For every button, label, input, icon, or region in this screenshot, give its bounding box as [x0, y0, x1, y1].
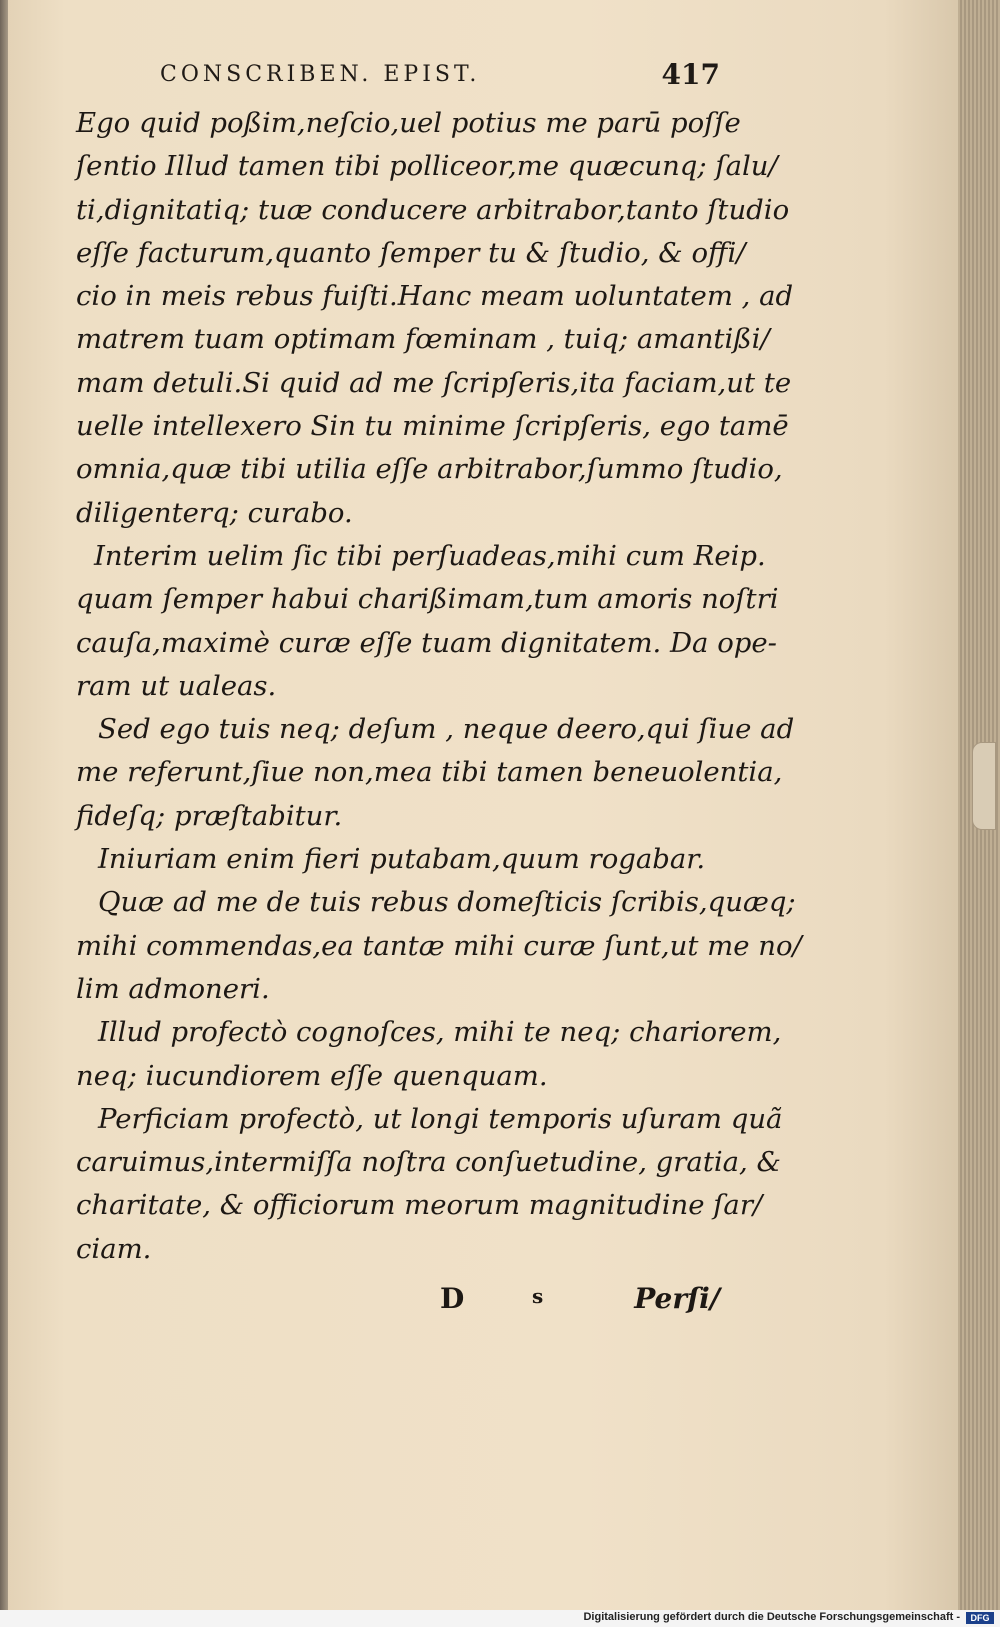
dfg-logo: DFG [966, 1612, 994, 1624]
text-line: me referunt,ſiue non,mea tibi tamen beneuolentia, [76, 756, 783, 789]
text-line: ram ut ualeas. [76, 669, 277, 702]
text-line: mihi commendas,ea tantæ mihi curæ ſunt,ut me no/ [76, 929, 802, 962]
text-line: lim admoneri. [76, 972, 270, 1005]
catchword-line [440, 1282, 720, 1322]
page-tab-marker [972, 742, 996, 830]
footer-credit: Digitalisierung gefördert durch die Deutsche Forschungsgemeinschaft - [583, 1611, 960, 1623]
footer-bar [0, 1610, 1000, 1627]
text-line: uelle intellexero Sin tu minime ſcripſeris, ego tamē [76, 410, 789, 443]
signature-number: s [532, 1284, 544, 1308]
body-text [76, 102, 802, 1271]
text-line: Ego quid poßim,neſcio,uel potius me parū poſſe [76, 107, 741, 139]
text-line: mam detuli.Si quid ad me ſcripſeris,ita faciam,ut te [76, 366, 792, 399]
text-line: Iniuriam enim fieri putabam,quum rogabar. [98, 843, 706, 876]
text-line: cio in meis rebus fuiſti.Hanc meam uoluntatem , ad [76, 280, 794, 313]
text-line: Interim uelim ſic tibi perſuadeas,mihi cum Reip. [94, 539, 766, 572]
text-line: charitate, & officiorum meorum magnitudine ſar/ [76, 1189, 763, 1222]
text-line: omnia,quæ tibi utilia eſſe arbitrabor,ſummo ſtudio, [76, 453, 783, 486]
page-header [160, 58, 720, 98]
text-line: eſſe facturum,quanto ſemper tu & ſtudio, & offi/ [76, 236, 746, 269]
signature-mark: D [440, 1282, 465, 1315]
text-line: Quæ ad me de tuis rebus domeſticis ſcribis,quæq; [98, 886, 796, 919]
text-line: cauſa,maximè curæ eſſe tuam dignitatem. Da ope- [76, 626, 777, 659]
text-line: ciam. [76, 1232, 152, 1265]
text-line: ti,dignitatiq; tuæ conducere arbitrabor,tanto ſtudio [76, 193, 790, 226]
text-line: diligenterq; curabo. [76, 496, 353, 529]
text-line: ſentio Illud tamen tibi polliceor,me quæcunq; ſalu/ [76, 150, 778, 183]
text-line: matrem tuam optimam fœminam , tuiq; amantißi/ [76, 323, 770, 356]
text-line: Perficiam profectò, ut longi temporis uſuram quã [98, 1102, 783, 1135]
text-line: fideſq; præſtabitur. [76, 799, 343, 832]
running-title: CONSCRIBEN. EPIST. [160, 62, 481, 87]
text-line: neq; iucundiorem eſſe quenquam. [76, 1059, 548, 1092]
text-line: quam ſemper habui charißimam,tum amoris noſtri [76, 583, 779, 616]
page-number: 417 [661, 58, 720, 91]
text-line: Sed ego tuis neq; deſum , neque deero,qui ſiue ad [98, 713, 795, 746]
text-line: Illud profectò cognoſces, mihi te neq; chariorem, [98, 1016, 782, 1049]
text-line: caruimus,intermiſſa noſtra conſuetudine, gratia, & [76, 1146, 782, 1179]
catchword: Perſi/ [634, 1282, 720, 1315]
